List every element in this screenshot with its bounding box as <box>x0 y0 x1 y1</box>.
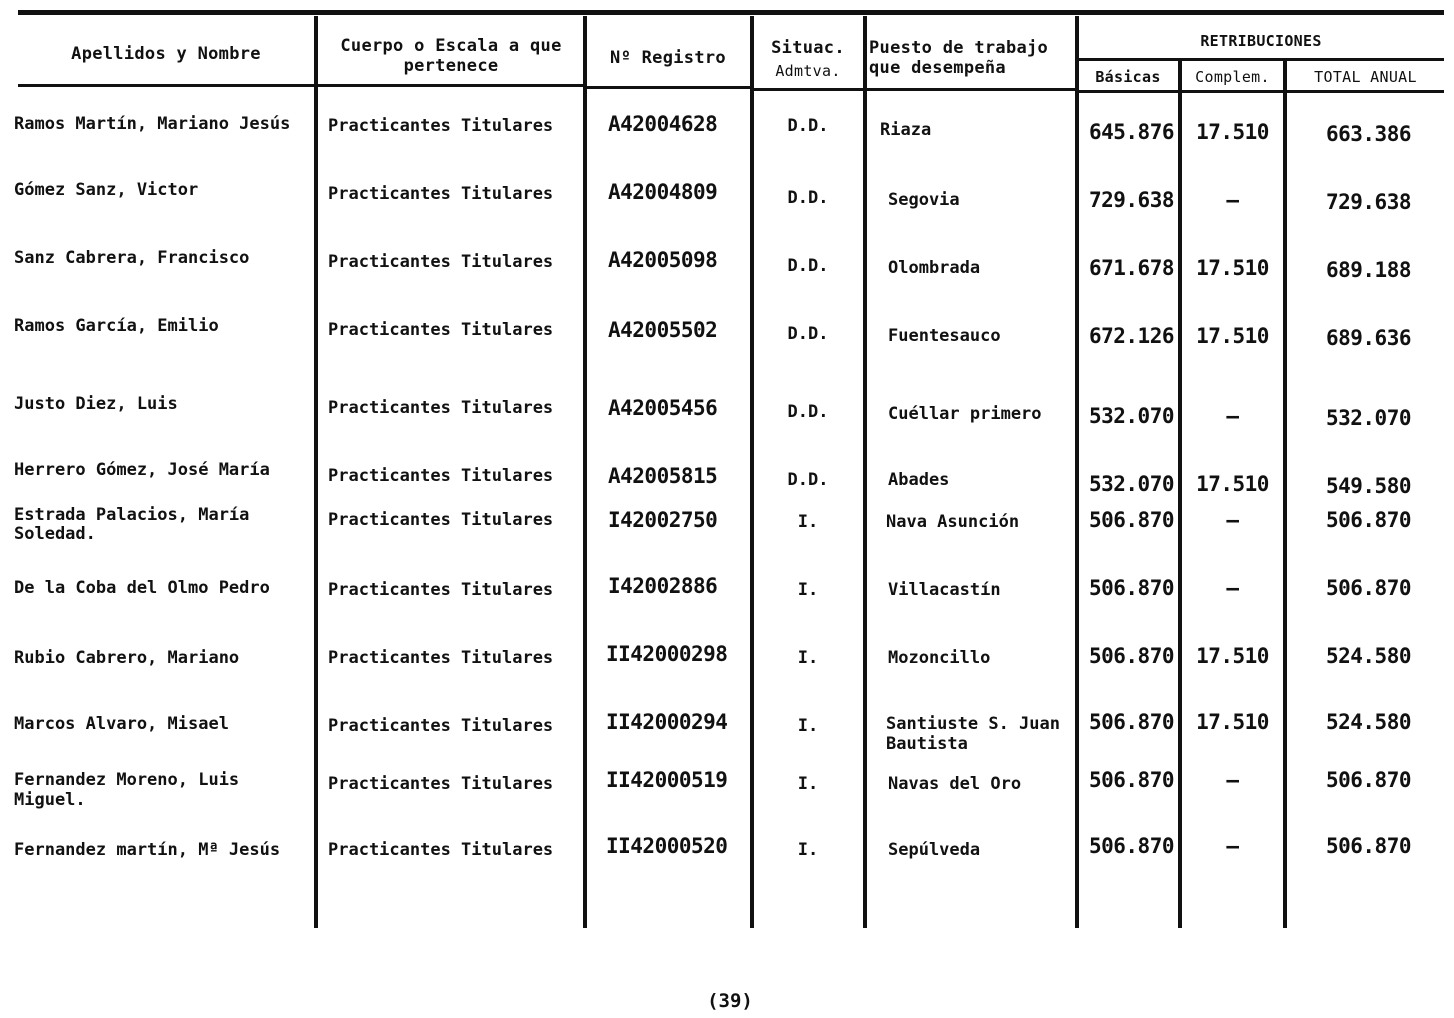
header-retribuciones: RETRIBUCIONES <box>1200 32 1322 50</box>
row-complem: — <box>1226 188 1239 212</box>
top-rule <box>18 10 1444 15</box>
row-post: Villacastín <box>888 580 1001 600</box>
row-corps: Practicantes Titulares <box>328 580 554 600</box>
row-complem: — <box>1226 404 1239 428</box>
row-post: Navas del Oro <box>888 774 1022 794</box>
row-total: 532.070 <box>1325 406 1411 430</box>
row-complem: — <box>1226 576 1239 600</box>
row-name: Fernandez martín, Mª Jesús <box>14 840 281 860</box>
row-name: Estrada Palacios, María Soledad. <box>14 505 250 544</box>
row-corps: Practicantes Titulares <box>328 398 554 418</box>
row-total: 549.580 <box>1325 474 1411 498</box>
row-post: Mozoncillo <box>888 648 991 668</box>
row-status: I. <box>797 716 819 736</box>
row-status: D.D. <box>787 188 829 208</box>
row-basic: 506.870 <box>1088 834 1174 858</box>
row-status: D.D. <box>787 256 829 276</box>
header-underline-status <box>753 88 865 91</box>
header-underline-post <box>866 88 1076 91</box>
row-post: Cuéllar primero <box>888 404 1042 424</box>
row-status: I. <box>797 774 819 794</box>
row-complem: 17.510 <box>1196 120 1269 144</box>
row-total: 506.870 <box>1325 768 1411 792</box>
row-total: 506.870 <box>1325 508 1411 532</box>
row-total: 689.188 <box>1325 258 1411 282</box>
row-complem: 17.510 <box>1196 256 1269 280</box>
row-complem: 17.510 <box>1196 710 1269 734</box>
header-underline-subcolumns <box>1078 90 1444 93</box>
row-corps: Practicantes Titulares <box>328 252 554 272</box>
row-corps: Practicantes Titulares <box>328 184 554 204</box>
row-basic: 729.638 <box>1088 188 1174 212</box>
row-total: 506.870 <box>1325 576 1411 600</box>
row-total: 663.386 <box>1325 122 1411 146</box>
row-registry: A42005098 <box>608 248 718 272</box>
row-name: Sanz Cabrera, Francisco <box>14 248 250 268</box>
row-status: I. <box>797 580 819 600</box>
row-basic: 645.876 <box>1088 120 1174 144</box>
row-corps: Practicantes Titulares <box>328 648 554 668</box>
header-underline-corps <box>316 84 584 87</box>
row-status: D.D. <box>787 116 829 136</box>
row-post: Segovia <box>888 190 960 210</box>
header-post: Puesto de trabajo que desempeña <box>869 38 1049 78</box>
row-basic: 672.126 <box>1088 324 1174 348</box>
row-name: Ramos Martín, Mariano Jesús <box>14 114 291 134</box>
row-total: 506.870 <box>1325 834 1411 858</box>
row-total: 729.638 <box>1325 190 1411 214</box>
row-complem: — <box>1226 768 1239 792</box>
row-name: Fernandez Moreno, Luis Miguel. <box>14 770 240 810</box>
header-complem: Complem. <box>1195 68 1270 86</box>
row-post: Sepúlveda <box>888 840 981 860</box>
row-name: Gómez Sanz, Victor <box>14 180 199 200</box>
row-name: Herrero Gómez, José María <box>14 460 270 480</box>
row-basic: 506.870 <box>1088 768 1174 792</box>
row-post: Abades <box>888 470 950 490</box>
header-corps: Cuerpo o Escala a que pertenece <box>340 36 562 76</box>
row-registry: A42004809 <box>608 180 718 204</box>
row-registry: II42000298 <box>606 642 728 666</box>
row-total: 524.580 <box>1325 644 1411 668</box>
row-status: I. <box>797 840 819 860</box>
header-underline-name <box>18 84 316 87</box>
row-complem: — <box>1226 834 1239 858</box>
row-corps: Practicantes Titulares <box>328 716 554 736</box>
row-basic: 506.870 <box>1088 508 1174 532</box>
header-basic: Básicas <box>1095 68 1161 86</box>
row-basic: 506.870 <box>1088 576 1174 600</box>
header-total: TOTAL ANUAL <box>1314 68 1417 86</box>
row-registry: II42000519 <box>606 768 728 792</box>
row-post: Olombrada <box>888 258 981 278</box>
header-status-line2: Admtva. <box>775 62 841 80</box>
row-registry: A42005502 <box>608 318 718 342</box>
row-name: Justo Diez, Luis <box>14 394 178 414</box>
header-underline-registry <box>586 86 752 89</box>
row-corps: Practicantes Titulares <box>328 320 554 340</box>
column-divider-5 <box>1075 16 1079 928</box>
row-post: Nava Asunción <box>886 512 1020 532</box>
header-name: Apellidos y Nombre <box>71 44 261 64</box>
row-registry: I42002750 <box>608 508 718 532</box>
row-corps: Practicantes Titulares <box>328 510 554 530</box>
row-complem: — <box>1226 508 1239 532</box>
row-complem: 17.510 <box>1196 324 1269 348</box>
row-status: I. <box>797 512 819 532</box>
row-corps: Practicantes Titulares <box>328 116 554 136</box>
column-divider-1 <box>314 16 318 928</box>
row-basic: 506.870 <box>1088 710 1174 734</box>
row-basic: 532.070 <box>1088 404 1174 428</box>
row-post: Fuentesauco <box>888 326 1001 346</box>
page-number: (39) <box>707 990 753 1012</box>
header-registry: Nº Registro <box>610 48 726 68</box>
column-divider-4 <box>863 16 867 928</box>
row-registry: A42005456 <box>608 396 718 420</box>
row-complem: 17.510 <box>1196 644 1269 668</box>
row-status: D.D. <box>787 470 829 490</box>
row-name: Ramos García, Emilio <box>14 316 219 336</box>
row-total: 524.580 <box>1325 710 1411 734</box>
row-complem: 17.510 <box>1196 472 1269 496</box>
row-registry: A42005815 <box>608 464 718 488</box>
row-post: Riaza <box>880 120 932 140</box>
row-post: Santiuste S. Juan Bautista <box>886 714 1060 754</box>
row-registry: II42000294 <box>606 710 728 734</box>
row-name: Rubio Cabrero, Mariano <box>14 648 240 668</box>
column-divider-2 <box>583 16 587 928</box>
row-status: D.D. <box>787 324 829 344</box>
row-registry: I42002886 <box>608 574 718 598</box>
row-corps: Practicantes Titulares <box>328 466 554 486</box>
row-registry: II42000520 <box>606 834 728 858</box>
row-name: De la Coba del Olmo Pedro <box>14 578 270 598</box>
row-name: Marcos Alvaro, Misael <box>14 714 229 734</box>
row-status: I. <box>797 648 819 668</box>
row-status: D.D. <box>787 402 829 422</box>
row-corps: Practicantes Titulares <box>328 840 554 860</box>
row-corps: Practicantes Titulares <box>328 774 554 794</box>
row-basic: 671.678 <box>1088 256 1174 280</box>
row-total: 689.636 <box>1325 326 1411 350</box>
row-basic: 506.870 <box>1088 644 1174 668</box>
row-basic: 532.070 <box>1088 472 1174 496</box>
header-status-line1: Situac. <box>771 38 845 58</box>
header-underline-retribuciones <box>1078 58 1444 61</box>
row-registry: A42004628 <box>608 112 718 136</box>
